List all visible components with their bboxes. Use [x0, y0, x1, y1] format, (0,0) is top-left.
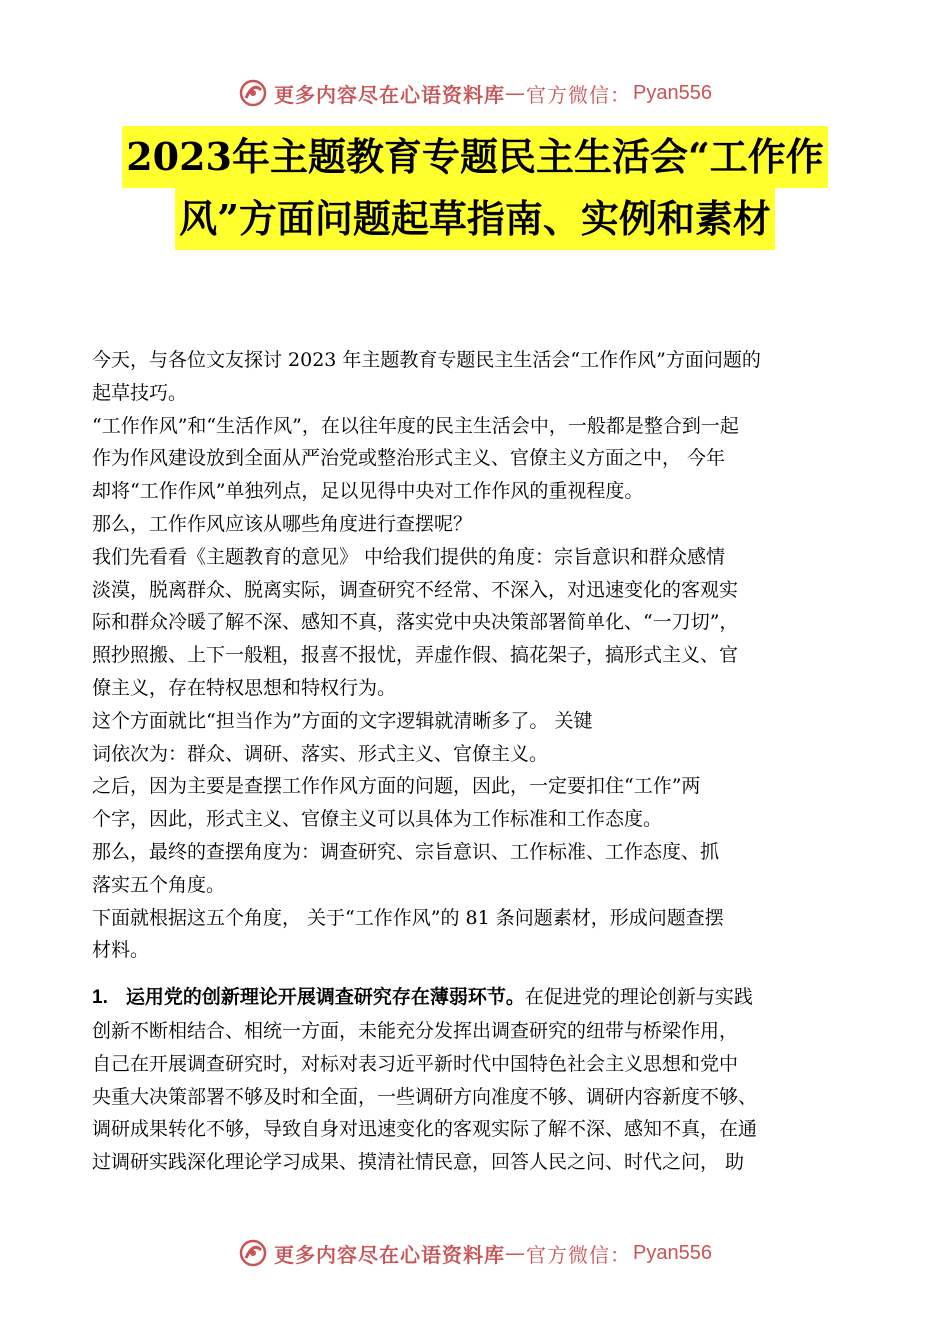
paragraph-angles	[92, 836, 862, 902]
text-line: 过调研实践深化理论学习成果、摸清社情民意，回答人民之问、时代之问， 助	[92, 1151, 745, 1174]
paragraph-focus	[92, 770, 862, 836]
text-line: “工作作风”和“生活作风”，在以往年度的民主生活会中，一般都是整合到一起	[92, 414, 739, 437]
paragraph-keywords	[92, 705, 862, 771]
list-item-number: 1.	[92, 987, 108, 1009]
text-line: 那么，工作作风应该从哪些角度进行查摆呢？	[92, 512, 473, 535]
list-item-heading: 运用党的创新理论开展调查研究存在薄弱环节。	[125, 986, 525, 1009]
text-line: 创新不断相结合、相统一方面，未能充分发挥出调查研究的纽带与桥梁作用，	[92, 1019, 739, 1042]
text-line: 际和群众冷暖了解不深、感知不真，落实党中央决策部署简单化、“一刀切”，	[92, 611, 739, 634]
banner-separator: —	[505, 81, 527, 105]
text-line: 调研成果转化不够，导致自身对迅速变化的客观实际了解不深、感知不真，在通	[92, 1118, 758, 1141]
list-item-1	[92, 981, 862, 1179]
paragraph-work-style	[92, 410, 862, 508]
banner-brand: 更多内容尽在心语资料库	[274, 82, 506, 107]
brand-logo-icon	[238, 78, 268, 108]
text-line: 词依次为：群众、调研、落实、形式主义、官僚主义。	[92, 742, 549, 765]
text-line: 却将“工作作风”单独列点，足以见得中央对工作作风的重视程度。	[92, 480, 644, 503]
text-line: 作为作风建设放到全面从严治党或整治形式主义、官僚主义方面之中， 今年	[92, 447, 726, 470]
text-line: 今天，与各位文友探讨 2023 年主题教育专题民主生活会“工作作风”方面问题的	[92, 349, 761, 371]
text-line: 那么，最终的查摆角度为：调查研究、宗旨意识、工作标准、工作态度、抓	[92, 840, 720, 863]
banner-handle: Pyan556	[633, 1241, 712, 1264]
banner-official: 官方微信：	[526, 82, 632, 107]
text-line: 材料。	[92, 939, 150, 962]
text-line: 下面就根据这五个角度， 关于“工作作风”的 81 条问题素材，形成问题查摆	[92, 906, 724, 929]
text-line: 落实五个角度。	[92, 873, 226, 896]
banner-separator: —	[505, 1241, 527, 1265]
list-item-first-line	[92, 981, 862, 1015]
text-line: 我们先看看《主题教育的意见》 中给我们提供的角度：宗旨意识和群众感情	[92, 545, 726, 568]
text-line: 之后，因为主要是查摆工作作风方面的问题，因此，一定要扣住“工作”两	[92, 775, 701, 798]
banner-handle: Pyan556	[633, 81, 712, 104]
paragraph-materials	[92, 902, 862, 968]
list-item-text: 在促进党的理论创新与实践	[524, 986, 753, 1009]
text-line: 个字，因此，形式主义、官僚主义可以具体为工作标准和工作态度。	[92, 808, 663, 831]
header-banner	[0, 73, 950, 113]
text-line: 央重大决策部署不够及时和全面，一些调研方向准度不够、调研内容新度不够、	[92, 1085, 758, 1108]
title-line-1: 2023年主题教育专题民主生活会“工作作	[122, 126, 828, 188]
text-line: 自己在开展调查研究时，对标对表习近平新时代中国特色社会主义思想和党中	[92, 1052, 739, 1075]
title-line-2: 风”方面问题起草指南、实例和素材	[175, 188, 775, 250]
document-body	[92, 344, 862, 1179]
banner-brand: 更多内容尽在心语资料库	[274, 1242, 506, 1267]
brand-logo-icon	[238, 1238, 268, 1268]
document-title	[0, 126, 950, 250]
text-line: 照抄照搬、上下一般粗，报喜不报忧，弄虚作假、搞花架子，搞形式主义、官	[92, 644, 739, 667]
paragraph-opinion	[92, 541, 862, 705]
text-line: 起草技巧。	[92, 381, 188, 404]
text-line: 这个方面就比“担当作为”方面的文字逻辑就清晰多了。 关键	[92, 709, 593, 732]
paragraph-question	[92, 508, 862, 541]
text-line: 僚主义，存在特权思想和特权行为。	[92, 676, 397, 699]
text-line: 淡漠，脱离群众、脱离实际，调查研究不经常、不深入，对迅速变化的客观实	[92, 578, 739, 601]
paragraph-intro	[92, 344, 862, 410]
footer-banner	[0, 1233, 950, 1273]
banner-official: 官方微信：	[526, 1242, 632, 1267]
